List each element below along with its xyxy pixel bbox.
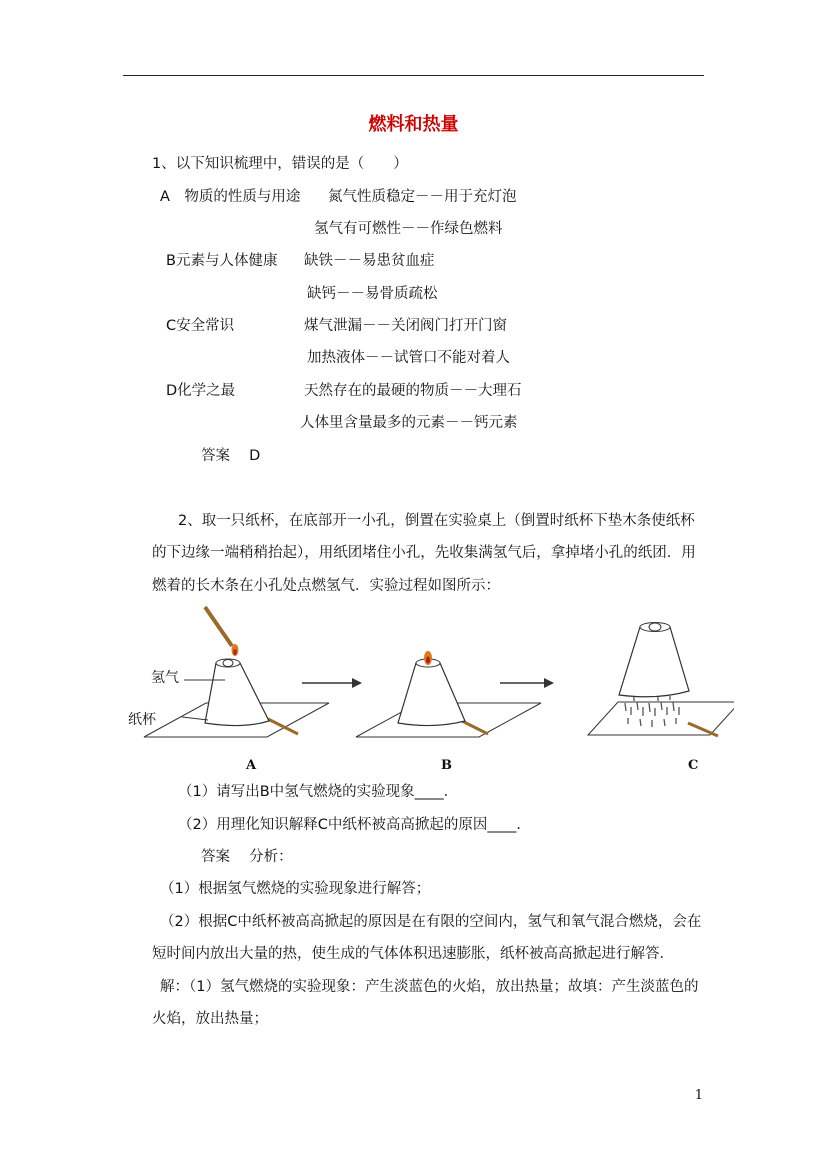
q1-stem: 1、以下知识梳理中，错误的是（ ）	[152, 156, 408, 172]
experiment-figure	[128, 603, 734, 775]
panel-c-label: C	[688, 758, 699, 773]
q1-option-d-label: D化学之最	[166, 383, 236, 399]
label-paper-cup: 纸杯	[128, 712, 156, 728]
q2-stem-line2: 的下边缘一端稍稍抬起），用纸团堵住小孔，先收集满氢气后，拿掉堵小孔的纸团．用	[152, 545, 696, 561]
panel-b-label: B	[441, 758, 452, 773]
q2-sub1: （1）请写出B中氢气燃烧的实验现象____．	[178, 784, 459, 800]
q1-option-b-line1: 缺铁－－易患贫血症	[304, 253, 435, 269]
paper-cup-c	[619, 627, 689, 697]
q2-stem-line3: 燃着的长木条在小孔处点燃氢气．实验过程如图所示：	[152, 578, 500, 594]
q1-option-c-line2: 加热液体－－试管口不能对着人	[307, 350, 510, 366]
q1-option-a-line1: 氮气性质稳定－－用于充灯泡	[328, 189, 517, 205]
page-number: 1	[694, 1088, 703, 1103]
header-rule	[123, 75, 704, 76]
q1-option-b-label: B元素与人体健康	[166, 253, 278, 269]
q1-option-c-label: C安全常识	[166, 318, 235, 334]
paper-cup-b	[398, 663, 465, 726]
q1-option-d-line1: 天然存在的最硬的物质－－大理石	[304, 383, 522, 399]
page-title: 燃料和热量	[368, 114, 459, 135]
q2-analysis1: （1）根据氢气燃烧的实验现象进行解答；	[160, 881, 431, 897]
q1-option-a-label: A 物质的性质与用途	[160, 189, 301, 205]
q1-answer: 答案 D	[201, 448, 261, 464]
q2-sub2: （2）用理化知识解释C中纸杯被高高掀起的原因____．	[178, 817, 531, 833]
q1-option-c-line1: 煤气泄漏－－关闭阀门打开门窗	[304, 318, 507, 334]
q2-answer-head: 答案 分析：	[201, 849, 293, 865]
panel-b-illustration	[356, 651, 541, 737]
q1-option-d-line2: 人体里含量最多的元素－－钙元素	[300, 415, 518, 431]
q1-option-b-line2: 缺钙－－易骨质疏松	[307, 286, 438, 302]
panel-a-label: A	[246, 758, 257, 773]
q2-solution-line2: 火焰，放出热量；	[152, 1011, 268, 1027]
q2-solution-line1: 解：（1）氢气燃烧的实验现象：产生淡蓝色的火焰，放出热量；故填：产生淡蓝色的	[160, 979, 699, 995]
panel-c-illustration	[588, 623, 734, 737]
q2-analysis2-line1: （2）根据C中纸杯被高高掀起的原因是在有限的空间内，氢气和氧气混合燃烧，会在	[160, 914, 702, 930]
q1-option-a-line2: 氢气有可燃性－－作绿色燃料	[314, 221, 503, 237]
label-hydrogen: 氢气	[151, 670, 179, 686]
burning-stick	[205, 607, 232, 646]
q2-stem-line1: 2、取一只纸杯，在底部开一小孔，倒置在实验桌上（倒置时纸杯下垫木条使纸杯	[178, 513, 695, 529]
paper-cup-a	[205, 663, 269, 726]
q2-analysis2-line2: 短时间内放出大量的热，使生成的气体体积迅速膨胀，纸杯被高高掀起进行解答．	[152, 946, 674, 962]
